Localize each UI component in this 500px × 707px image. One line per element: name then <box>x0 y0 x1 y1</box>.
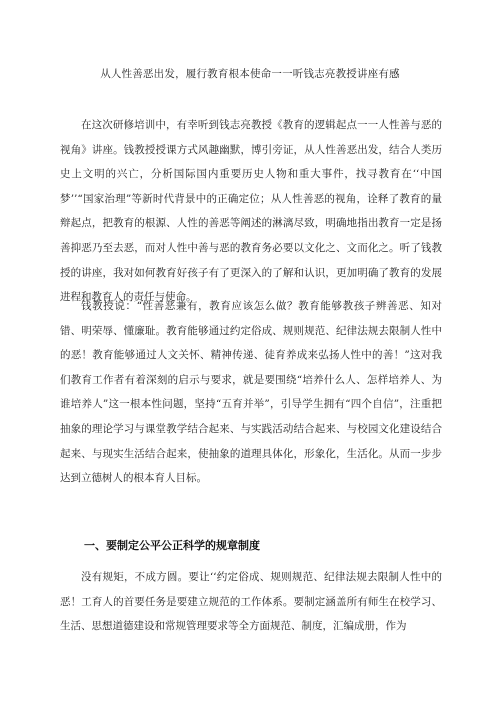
paragraph-quote: 钱教授说：“性善恶兼有，教育应该怎么做？教育能够教孩子辨善恶、知对错、明荣辱、懂廉耻。教育能够通过约定俗成、规则规范、纪律法规去限制人性中的恶！教育能够通过人文关怀、精神传递、徒育养成来弘扬人性中的善！”这对我们教育工作者有着深刻的启示与要求，就是要围绕“培养什么人、怎样培养人、为谁培养人”这一根本性问题，坚持“五育并举”，引导学生拥有“四个自信”，注重把抽象的理论学习与课堂教学结合起来、与实践活动结合起来、与校园文化建设结合起来、与现实生活结合起来，使抽象的道理具体化，形象化，生活化。从而一步步达到立德树人的根本育人目标。 <box>60 300 442 485</box>
paragraph-rules: 没有规矩，不成方圆。要让‘‘约定俗成、规则规范、纪律法规去限制人性中的恶！工育人的首要任务是要建立规范的工作体系。要制定涵盖所有师生在校学习、生活、思想道德建设和常规管理要求等全方面规范、制度，汇编成册，作为 <box>60 571 442 633</box>
document-title: 从人性善恶出发，履行教育根本使命一一听钱志亮教授讲座有感 <box>100 68 400 80</box>
paragraph-intro: 在这次研修培训中，有幸听到钱志亮教授《教育的逻辑起点一一人性善与恶的视角》讲座。钱教授授课方式风趣幽默，博引旁证，从人性善恶出发，结合人类历史上文明的兴亡，分析国际国内重要历史人物和重大事件，找寻教育在‘‘中国梦’’“国家治理”等新时代背景中的正确定位；从人性善恶的视角，诠释了教育的量辩起点，把教育的根源、人性的善恶等阐述的淋漓尽致，明确地指出教育一定是扬善抑恶乃至去恶，而对人性中善与恶的教育务必要以文化之、文而化之。听了钱教授的讲座，我对如何教育好孩子有了更深入的了解和认识，更加明确了教育的发展进程和教育人的责任与使命。 <box>60 119 442 304</box>
section-heading: 一、要制定公平公正科学的规章制度 <box>84 539 260 552</box>
